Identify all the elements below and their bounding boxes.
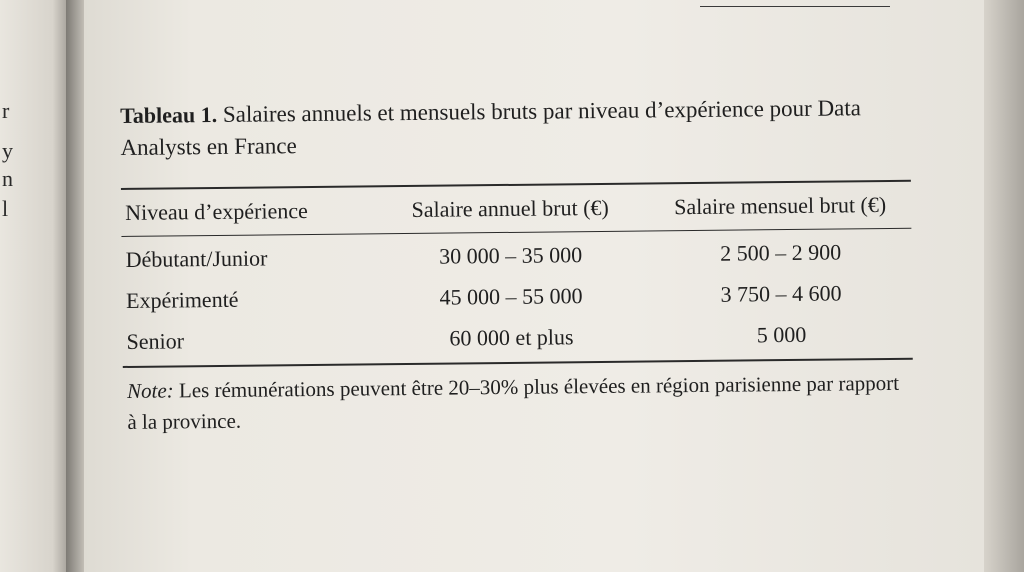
left-page-text-fragment: n (2, 166, 13, 191)
top-rule (700, 6, 890, 7)
table-cell: Expérimenté (125, 286, 239, 313)
table-cell: 3 750 – 4 600 (720, 279, 842, 307)
left-page-text-fragment: l (2, 196, 9, 221)
table-cell: 5 000 (756, 321, 807, 347)
note-text: Les rémunérations peuvent être 20–30% plus élevées en région parisienne par rapport à la province. (127, 370, 900, 434)
table-cell: Senior (126, 327, 185, 354)
column-header: Niveau d’expérience (125, 198, 308, 225)
table-cell: 30 000 – 35 000 (439, 241, 583, 269)
book-gutter (66, 0, 86, 572)
table-cell: Débutant/Junior (125, 244, 268, 272)
table-note (123, 368, 914, 438)
left-page-text-fragment: y (2, 138, 13, 163)
table-block (120, 92, 914, 459)
table-cell: 2 500 – 2 900 (720, 238, 842, 266)
caption-label: Tableau 1. (120, 101, 218, 128)
page-edge (984, 0, 1024, 572)
table-cell: 60 000 et plus (449, 323, 574, 351)
left-page (0, 0, 70, 572)
caption-text: Salaires annuels et mensuels bruts par niveau d’expérience pour Data Analysts en France (120, 95, 862, 160)
column-header: Salaire annuel brut (€) (411, 194, 609, 222)
column-header: Salaire mensuel brut (€) (674, 191, 887, 220)
table-cell: 45 000 – 55 000 (439, 282, 583, 310)
table-header-row (121, 182, 911, 236)
left-page-text-fragment: r (2, 98, 10, 123)
table-caption (120, 92, 911, 164)
table-row (122, 313, 912, 362)
note-label: Note: (126, 378, 174, 403)
table-body (121, 229, 912, 366)
